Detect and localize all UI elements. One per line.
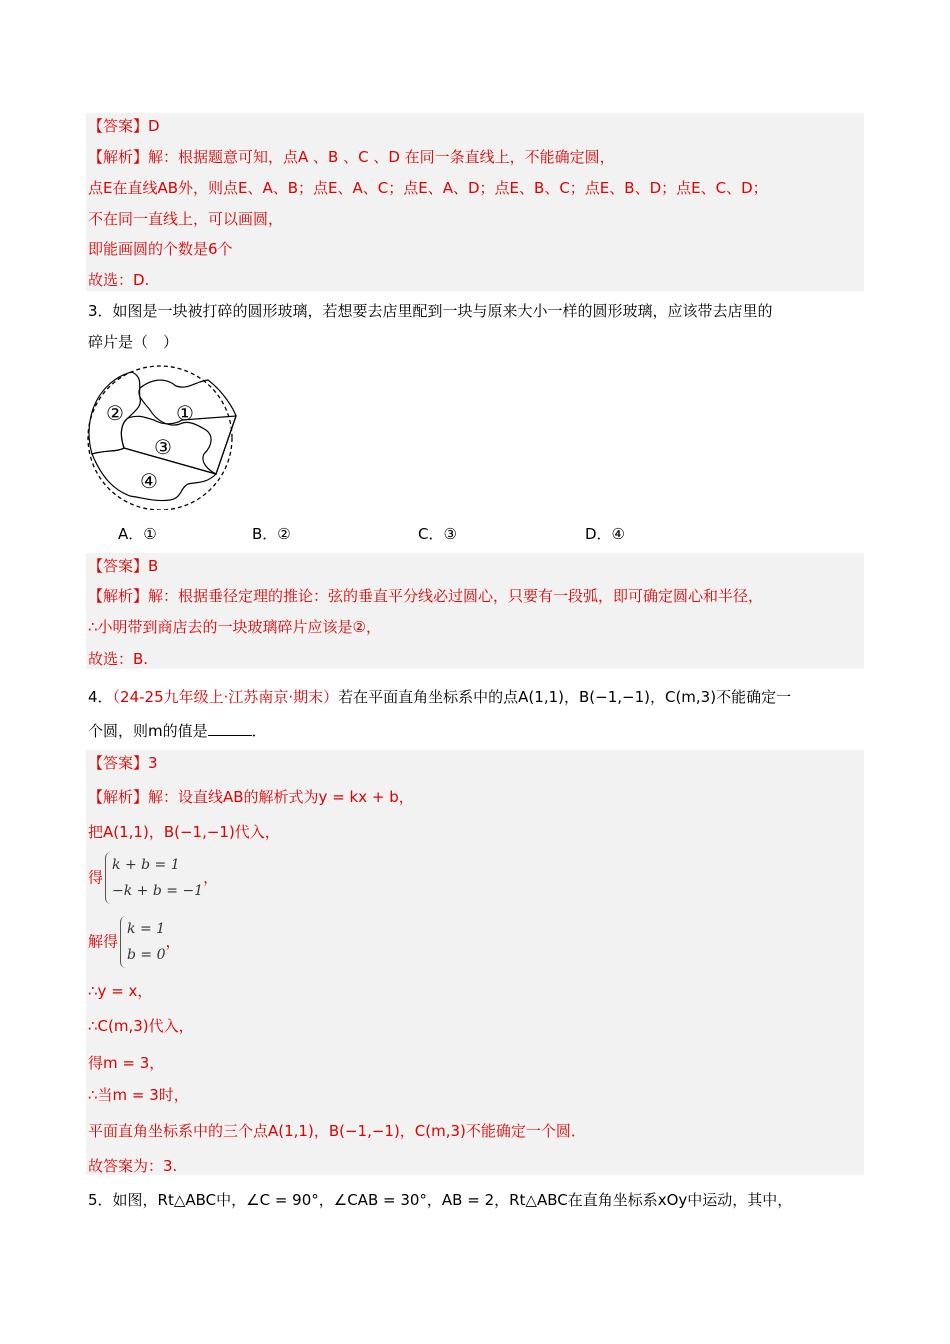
figure-label-2: ② [106, 401, 124, 425]
answer-blank [208, 721, 252, 736]
q4-a4-suffix: ， [165, 932, 181, 951]
q3-option-a: A．① [118, 525, 157, 543]
q4-analysis-line-9: 平面直角坐标系中的三个点A(1,1)，B(−1,−1)，C(m,3)不能确定一个圆． [88, 1122, 586, 1140]
q4-a4-prefix: 解得 [88, 932, 119, 951]
q2-analysis-line-2: 点E在直线AB外，则点E、A、B；点E、A、C；点E、A、D；点E、B、C；点E、B、D；点E、C、D； [88, 179, 768, 197]
q2-analysis-line-5: 故选：D. [88, 271, 150, 289]
q4-analysis-line-6: ∴C(m,3)代入， [88, 1017, 194, 1035]
sol1: k = 1 [127, 921, 166, 937]
q2-answer-box [86, 113, 864, 291]
q2-analysis-line-1: 【解析】解：根据题意可知，点A 、B 、C 、D 在同一条直线上，不能确定圆， [88, 148, 615, 166]
q4-answer: 【答案】3 [88, 754, 158, 772]
q4-analysis-line-3 [88, 852, 218, 904]
figure-label-3: ③ [154, 435, 172, 459]
q3-answer: 【答案】B [88, 557, 159, 575]
q4-number: 4． [88, 688, 113, 706]
q4-analysis-line-2: 把A(1,1)，B(−1,−1)代入， [88, 823, 280, 841]
q3-analysis-line-3: 故选：B. [88, 650, 149, 668]
q3-stem-line-2: 碎片是（ ） [88, 333, 179, 351]
q4-analysis-line-4 [88, 916, 181, 968]
q4-stem-line-2 [88, 720, 267, 742]
q4-analysis-line-5: ∴y = x， [88, 982, 153, 1000]
figure-label-4: ④ [140, 469, 158, 493]
q3-stem-line-1: 3．如图是一块被打碎的圆形玻璃，若想要去店里配到一块与原来大小一样的圆形玻璃，应该带去店里的 [88, 302, 773, 320]
q4-stem-end: ． [251, 722, 267, 740]
q5-stem-line-1: 5．如图，Rt△ABC中，∠C = 90°，∠CAB = 30°，AB = 2，Rt△ABC在直角坐标系xOy中运动，其中， [88, 1191, 793, 1209]
q4-stem-rest: 若在平面直角坐标系中的点A(1,1)，B(−1,−1)，C(m,3)不能确定一 [338, 688, 792, 706]
q3-analysis-line-2: ∴小明带到商店去的一块玻璃碎片应该是②， [88, 618, 381, 636]
sol2: b = 0 [127, 947, 166, 963]
q3-option-b: B．② [252, 525, 291, 543]
q4-answer-box [86, 750, 864, 1175]
q3-answer-box [86, 553, 864, 669]
q4-analysis-line-1: 【解析】解：设直线AB的解析式为y = kx + b， [88, 788, 414, 806]
q3-analysis-line-1: 【解析】解：根据垂径定理的推论：弦的垂直平分线必过圆心，只要有一段弧，即可确定圆心和半径， [88, 587, 764, 605]
q3-option-c: C．③ [418, 525, 457, 543]
q4-analysis-line-8: ∴当m = 3时， [88, 1086, 189, 1104]
q2-analysis-line-4: 即能画圆的个数是6个 [88, 240, 233, 258]
q4-source: （24-25九年级上·江苏南京·期末） [112, 688, 339, 706]
q4-analysis-line-10: 故答案为：3. [88, 1157, 178, 1175]
eq2: −k + b = −1 [112, 883, 204, 899]
q4-a3-suffix: ， [203, 868, 219, 887]
q4-stem-line-1 [88, 686, 791, 708]
q4-stem-text: 个圆，则m的值是 [88, 722, 208, 740]
equation-system-1 [105, 852, 203, 904]
q3-option-d: D．④ [585, 525, 625, 543]
q4-a3-prefix: 得 [88, 868, 104, 887]
broken-glass-figure [84, 362, 244, 510]
equation-system-2 [120, 916, 166, 968]
q2-analysis-line-3: 不在同一直线上，可以画圆， [88, 210, 284, 228]
q4-analysis-line-7: 得m = 3， [88, 1054, 165, 1072]
q2-answer: 【答案】D [88, 117, 160, 135]
eq1: k + b = 1 [112, 857, 180, 873]
figure-label-1: ① [176, 401, 194, 425]
